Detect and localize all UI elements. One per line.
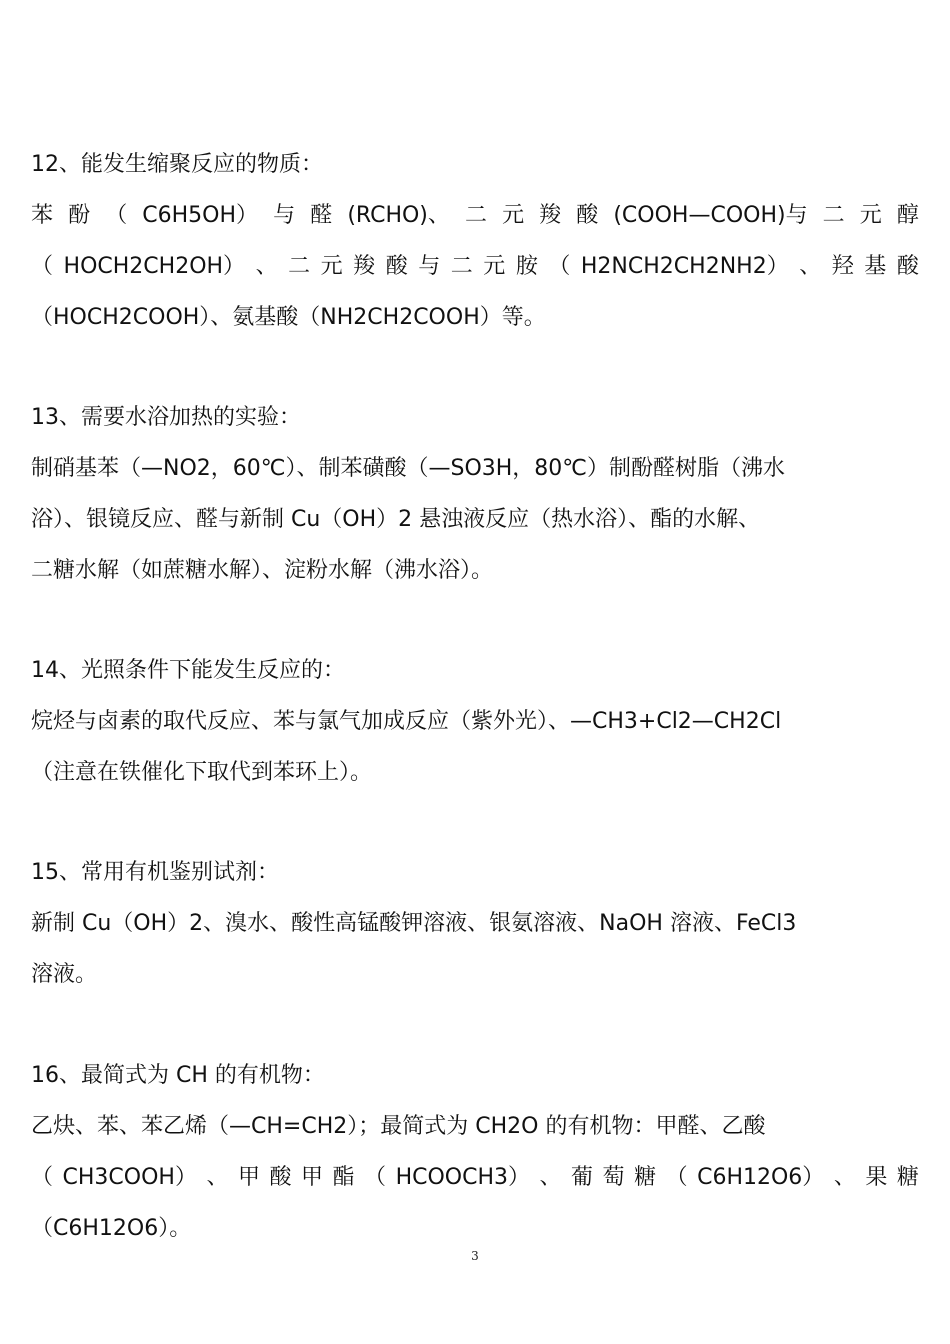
text-token: (COOH—COOH)与 [613, 203, 808, 228]
text-token: 甲 [237, 1165, 260, 1190]
text-token: 、 [833, 1165, 856, 1190]
text-token: 酯 [332, 1165, 355, 1190]
text-token: 、 [255, 254, 278, 279]
text-token: 二 [288, 254, 311, 279]
paragraph-line [31, 190, 919, 241]
text-token: 果 [865, 1165, 888, 1190]
text-token: 苯 [31, 203, 54, 228]
text-token: 酸 [269, 1165, 292, 1190]
text-token: （ [665, 1165, 688, 1190]
section-heading: 13、需要水浴加热的实验： [31, 405, 301, 430]
text-token: （ [31, 254, 54, 279]
paragraph-line: （C6H12O6）。 [31, 1216, 192, 1241]
paragraph-line: 溶液。 [31, 962, 98, 987]
text-token: CH3COOH） [62, 1165, 197, 1190]
text-token: 与 [273, 203, 296, 228]
text-token: 二 [450, 254, 473, 279]
text-token: 酸 [385, 254, 408, 279]
text-token: 羧 [539, 203, 562, 228]
text-token: 胺 [515, 254, 538, 279]
text-token: 元 [483, 254, 506, 279]
text-token: 酸 [576, 203, 599, 228]
text-token: HOCH2CH2OH） [63, 254, 246, 279]
text-token: 二 [822, 203, 845, 228]
text-token: 二 [464, 203, 487, 228]
text-token: HCOOCH3） [395, 1165, 531, 1190]
paragraph-line: （注意在铁催化下取代到苯环上）。 [31, 760, 373, 785]
text-token: 、 [539, 1165, 562, 1190]
text-token: 糖 [634, 1165, 657, 1190]
text-token: 醇 [896, 203, 919, 228]
text-token: 酚 [68, 203, 91, 228]
text-token: 葡 [571, 1165, 594, 1190]
paragraph-line [31, 1152, 919, 1203]
paragraph-line: 浴）、银镜反应、醛与新制 Cu（OH）2 悬浊液反应（热水浴）、酯的水解、 [31, 507, 761, 532]
section-15 [31, 847, 919, 1000]
text-token: 糖 [896, 1165, 919, 1190]
document-page [31, 0, 919, 1344]
text-token: 元 [859, 203, 882, 228]
text-token: 醛 [310, 203, 333, 228]
section-12 [31, 139, 919, 343]
paragraph-line: （HOCH2COOH）、氨基酸（NH2CH2COOH）等。 [31, 305, 546, 330]
section-14 [31, 645, 919, 798]
text-token: 、 [206, 1165, 229, 1190]
text-token: （ [548, 254, 571, 279]
section-heading: 14、光照条件下能发生反应的： [31, 658, 345, 683]
text-token: 、 [799, 254, 822, 279]
text-token: C6H5OH） [142, 203, 259, 228]
text-token: 元 [320, 254, 343, 279]
text-token: 甲 [301, 1165, 324, 1190]
paragraph-line: 制硝基苯（—NO2，60℃）、制苯磺酸（—SO3H，80℃）制酚醛树脂（沸水 [31, 456, 785, 481]
text-token: H2NCH2CH2NH2） [580, 254, 789, 279]
text-token: 羟 [831, 254, 854, 279]
text-token: 元 [502, 203, 525, 228]
paragraph-line: 二糖水解（如蔗糖水解）、淀粉水解（沸水浴）。 [31, 558, 494, 583]
text-token: 基 [864, 254, 887, 279]
text-token: C6H12O6） [697, 1165, 825, 1190]
paragraph-line [31, 241, 919, 292]
section-16 [31, 1050, 919, 1254]
text-token: （ [31, 1165, 54, 1190]
text-token: 羧 [353, 254, 376, 279]
section-heading: 16、最简式为 CH 的有机物： [31, 1063, 325, 1088]
section-heading: 15、常用有机鉴别试剂： [31, 860, 279, 885]
section-heading: 12、能发生缩聚反应的物质： [31, 152, 323, 177]
section-13 [31, 392, 919, 596]
text-token: 与 [418, 254, 441, 279]
page-number: 3 [471, 1249, 479, 1263]
text-token: 萄 [602, 1165, 625, 1190]
paragraph-line: 新制 Cu（OH）2、溴水、酸性高锰酸钾溶液、银氨溶液、NaOH 溶液、FeCl3 [31, 911, 797, 936]
text-token: (RCHO)、 [347, 203, 450, 228]
text-token: （ [105, 203, 128, 228]
paragraph-line: 乙炔、苯、苯乙烯（—CH=CH2）；最简式为 CH2O 的有机物：甲醛、乙酸 [31, 1114, 766, 1139]
paragraph-line: 烷烃与卤素的取代反应、苯与氯气加成反应（紫外光）、—CH3+Cl2—CH2Cl [31, 709, 782, 734]
text-token: 酸 [896, 254, 919, 279]
text-token: （ [364, 1165, 387, 1190]
